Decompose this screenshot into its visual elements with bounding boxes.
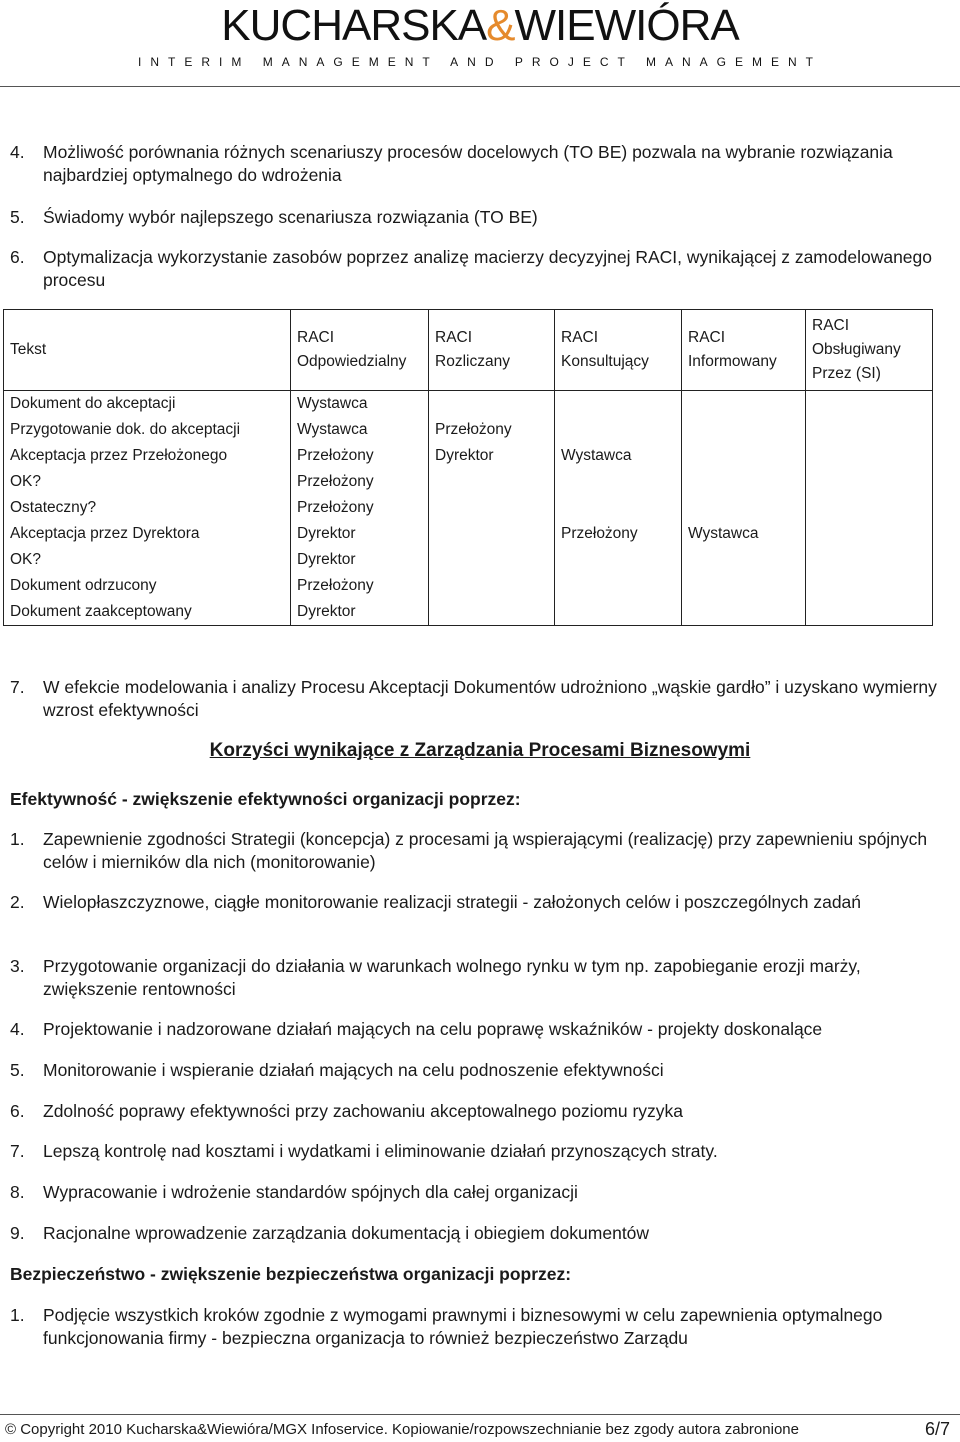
efficiency-heading: Efektywność - zwiększenie efektywności organizacji poprzez:	[10, 789, 521, 809]
column-header: RACI Rozliczany	[429, 310, 555, 391]
table-cell: Przełożony	[291, 573, 429, 599]
logo-subtitle: INTERIM MANAGEMENT AND PROJECT MANAGEMENT	[138, 55, 822, 69]
table-cell	[555, 391, 682, 418]
intro-item-5	[10, 206, 955, 229]
copyright-text: © Copyright 2010 Kucharska&Wiewióra/MGX Infoservice. Kopiowanie/rozpowszechnianie bez zgody autora zabronione	[5, 1421, 799, 1438]
header-divider	[0, 86, 960, 87]
table-cell	[806, 495, 933, 521]
item-number: 9.	[10, 1223, 25, 1243]
item-text: Możliwość porównania różnych scenariuszy procesów docelowych (TO BE) pozwala na wybranie rozwiązania najbardziej optymalnego do wdrożenia	[43, 142, 893, 185]
table-cell: Przełożony	[291, 495, 429, 521]
table-cell: Przełożony	[429, 417, 555, 443]
table-cell: Wystawca	[291, 391, 429, 418]
table-cell	[806, 547, 933, 573]
security-heading: Bezpieczeństwo - zwiększenie bezpieczeństwa organizacji poprzez:	[10, 1264, 572, 1284]
table-cell: Dokument zaakceptowany	[4, 599, 291, 626]
item-number: 6.	[10, 1101, 25, 1121]
table-cell	[682, 443, 806, 469]
table-cell: OK?	[4, 547, 291, 573]
item-text: Monitorowanie i wspieranie działań mających na celu podnoszenie efektywności	[43, 1060, 664, 1080]
item-number: 7.	[10, 1141, 25, 1161]
logo-right: WIEWIÓRA	[514, 1, 739, 50]
item-number: 5.	[10, 207, 25, 227]
efficiency-item	[10, 1222, 955, 1245]
table-cell	[806, 391, 933, 418]
column-header: Tekst	[4, 310, 291, 391]
table-cell	[555, 469, 682, 495]
table-cell	[429, 599, 555, 626]
table-cell	[429, 495, 555, 521]
column-header: RACI Informowany	[682, 310, 806, 391]
table-cell	[555, 573, 682, 599]
column-header: RACI Obsługiwany Przez (SI)	[806, 310, 933, 391]
table-row	[4, 443, 933, 469]
table-cell	[806, 521, 933, 547]
table-cell	[682, 391, 806, 418]
item-text: Świadomy wybór najlepszego scenariusza rozwiązania (TO BE)	[43, 207, 538, 227]
efficiency-item	[10, 891, 955, 914]
item-text: Podjęcie wszystkich kroków zgodnie z wymogami prawnymi i biznesowymi w celu zapewnienia optymalnego funkcjonowania firmy - bezpieczna organizacja to również bezpieczeństwo Zarządu	[43, 1305, 883, 1348]
item-number: 1.	[10, 829, 25, 849]
item-number: 4.	[10, 142, 25, 162]
table-row	[4, 391, 933, 418]
item-text: Zapewnienie zgodności Strategii (koncepcja) z procesami ją wspierającymi (realizację) przy zapewnieniu spójnych celów i mierników dla nich (monitorowanie)	[43, 829, 928, 872]
table-cell: Akceptacja przez Przełożonego	[4, 443, 291, 469]
column-header: RACI Konsultujący	[555, 310, 682, 391]
efficiency-item	[10, 1181, 955, 1204]
table-cell	[555, 417, 682, 443]
table-cell	[682, 547, 806, 573]
column-header: RACI Odpowiedzialny	[291, 310, 429, 391]
table-cell	[429, 573, 555, 599]
logo-left: KUCHARSKA	[221, 1, 487, 50]
table-row	[4, 547, 933, 573]
efficiency-item	[10, 1059, 955, 1082]
item-text: Zdolność poprawy efektywności przy zachowaniu akceptowalnego poziomu ryzyka	[43, 1101, 684, 1121]
table-cell	[429, 547, 555, 573]
table-cell	[682, 495, 806, 521]
table-cell: Akceptacja przez Dyrektora	[4, 521, 291, 547]
table-cell	[806, 417, 933, 443]
section-title: Korzyści wynikające z Zarządzania Procesami Biznesowymi	[209, 740, 751, 761]
table-cell: Dokument do akceptacji	[4, 391, 291, 418]
table-cell	[429, 469, 555, 495]
table-row	[4, 469, 933, 495]
table-row	[4, 599, 933, 626]
table-cell	[555, 495, 682, 521]
table-cell	[682, 417, 806, 443]
table-row	[4, 521, 933, 547]
raci-table	[3, 309, 933, 626]
item-number: 6.	[10, 247, 25, 267]
table-cell: Przełożony	[291, 443, 429, 469]
table-cell: Przygotowanie dok. do akceptacji	[4, 417, 291, 443]
item-text: Optymalizacja wykorzystanie zasobów poprzez analizę macierzy decyzyjnej RACI, wynikającej z zamodelowanego procesu	[43, 247, 932, 290]
table-cell: Dyrektor	[429, 443, 555, 469]
footer-divider	[0, 1414, 960, 1415]
item-text: Lepszą kontrolę nad kosztami i wydatkami i eliminowanie działań przynoszących straty.	[43, 1141, 718, 1161]
table-row	[4, 495, 933, 521]
item-number: 1.	[10, 1305, 25, 1325]
table-row	[4, 573, 933, 599]
table-cell: Przełożony	[291, 469, 429, 495]
company-logo	[0, 2, 960, 50]
table-cell	[682, 599, 806, 626]
table-cell: OK?	[4, 469, 291, 495]
table-cell	[806, 469, 933, 495]
table-cell	[429, 391, 555, 418]
table-cell	[555, 599, 682, 626]
efficiency-item	[10, 955, 955, 1001]
table-cell	[682, 469, 806, 495]
table-cell: Ostateczny?	[4, 495, 291, 521]
item-number: 3.	[10, 956, 25, 976]
efficiency-item	[10, 828, 955, 874]
item-text: Racjonalne wprowadzenie zarządzania dokumentacją i obiegiem dokumentów	[43, 1223, 650, 1243]
page-footer	[5, 1421, 950, 1438]
table-cell	[806, 573, 933, 599]
table-row	[4, 417, 933, 443]
table-header-row	[4, 310, 933, 391]
table-cell: Dyrektor	[291, 521, 429, 547]
item-text: Projektowanie i nadzorowane działań mających na celu poprawę wskaźników - projekty doskonalące	[43, 1019, 823, 1039]
intro-item-4	[10, 141, 955, 187]
logo-ampersand: &	[486, 1, 515, 50]
table-cell	[555, 547, 682, 573]
item-text: W efekcie modelowania i analizy Procesu Akceptacji Dokumentów udrożniono „wąskie gardło” i uzyskano wymierny wzrost efektywności	[43, 677, 937, 720]
table-cell: Dyrektor	[291, 599, 429, 626]
table-cell	[806, 443, 933, 469]
table-cell: Wystawca	[555, 443, 682, 469]
table-cell: Wystawca	[682, 521, 806, 547]
item-number: 2.	[10, 892, 25, 912]
efficiency-item	[10, 1100, 955, 1123]
result-item-7	[10, 676, 955, 722]
item-number: 8.	[10, 1182, 25, 1202]
security-item	[10, 1304, 955, 1350]
table-cell: Wystawca	[291, 417, 429, 443]
table-cell	[806, 599, 933, 626]
item-text: Wielopłaszczyznowe, ciągłe monitorowanie realizacji strategii - założonych celów i poszczególnych zadań	[43, 892, 862, 912]
item-number: 4.	[10, 1019, 25, 1039]
table-cell	[429, 521, 555, 547]
item-text: Wypracowanie i wdrożenie standardów spójnych dla całej organizacji	[43, 1182, 578, 1202]
item-number: 7.	[10, 677, 25, 697]
item-text: Przygotowanie organizacji do działania w warunkach wolnego rynku w tym np. zapobieganie erozji marży, zwiększenie rentowności	[43, 956, 861, 999]
intro-item-6	[10, 246, 955, 292]
efficiency-item	[10, 1018, 955, 1041]
table-cell: Dokument odrzucony	[4, 573, 291, 599]
efficiency-item	[10, 1140, 955, 1163]
item-number: 5.	[10, 1060, 25, 1080]
page-number: 6/7	[924, 1419, 950, 1439]
table-cell: Przełożony	[555, 521, 682, 547]
table-cell	[682, 573, 806, 599]
table-cell: Dyrektor	[291, 547, 429, 573]
